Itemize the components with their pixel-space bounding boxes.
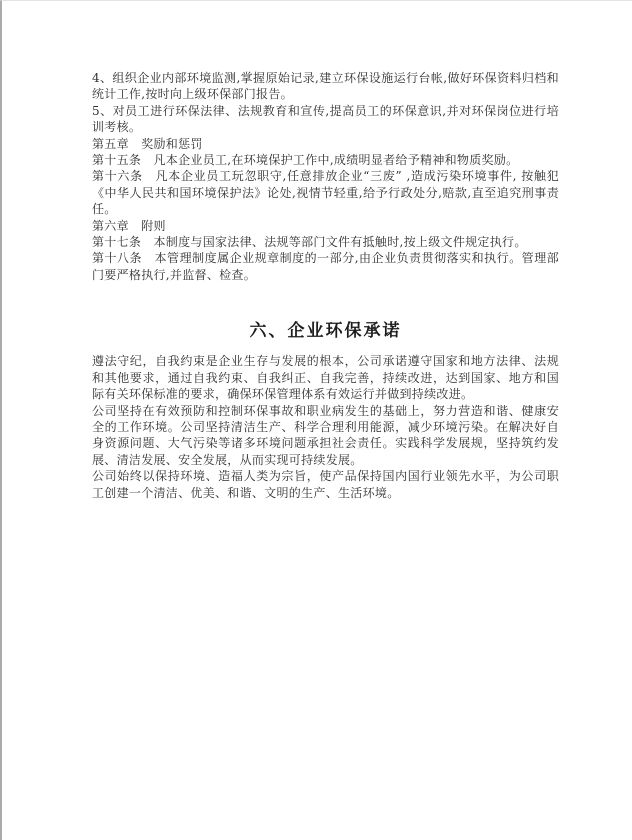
chapter-6-heading: 第六章 附则 [92, 218, 166, 233]
commitment-section [92, 353, 559, 501]
article-15: 第十五条 凡本企业员工,在环境保护工作中,成绩明显者给予精神和物质奖励。 [92, 153, 519, 168]
section-heading: 六、企业环保承诺 [249, 321, 402, 342]
article-18: 第十八条 本管理制度属企业规章制度的一部分,由企业负责贯彻落实和执行。管理部门要严格执行,并监督、检查。 [92, 251, 559, 282]
article-17: 第十七条 本制度与国家法律、法规等部门文件有抵触时,按上级文件规定执行。 [92, 235, 527, 250]
commitment-paragraph-2: 公司坚持在有效预防和控制环保事故和职业病发生的基础上，努力营造和谐、健康安全的工作环境。公司坚持清洁生产、科学合理利用能源，减少环境污染。在解决好自身资源问题、大气污染等诸多环境问题承担社会责任。实践科学发展规，坚持筑约发展、清洁发展、安全发展，从而实现可持续发展。 [92, 403, 559, 467]
chapter-5-heading: 第五章 奖励和惩罚 [92, 136, 203, 151]
list-item-5: 5、对员工进行环保法律、法规教育和宣传,提高员工的环保意识,并对环保岗位进行培训考核。 [92, 103, 559, 135]
list-item-4: 4、组织企业内部环境监测,掌握原始记录,建立环保设施运行台帐,做好环保资料归档和统计工作,按时向上级环保部门报告。 [92, 71, 559, 102]
regulations-section [92, 70, 559, 283]
article-16: 第十六条 凡本企业员工玩忽职守,任意排放企业“三废” ,造成污染环境事件, 按触犯《中华人民共和国环境保护法》论处,视情节轻重,给予行政处分,赔款,直至追究刑事责任。 [92, 169, 559, 217]
page-content [92, 70, 559, 501]
commitment-paragraph-3: 公司始终以保持环境、造福人类为宗旨，使产品保持国内国行业领先水平，为公司职工创建一个清洁、优美、和谐、文明的生产、生活环境。 [92, 469, 559, 500]
commitment-paragraph-1: 遵法守纪，自我约束是企业生存与发展的根本，公司承诺遵守国家和地方法律、法规和其他要求，通过自我约束、自我纠正、自我完善，持续改进，达到国家、地方和国际有关环保标准的要求，确保环保管理体系有效运行并做到持续改进。 [92, 354, 559, 402]
